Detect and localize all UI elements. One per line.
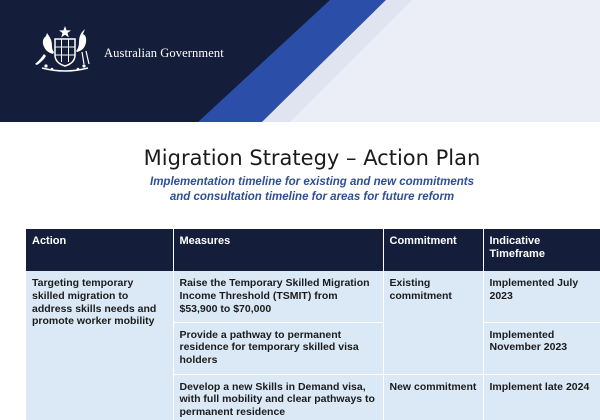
government-name: Australian Government [104, 46, 224, 60]
table-header-row [26, 229, 600, 271]
header-measures: Measures [173, 229, 383, 271]
header-banner [0, 0, 600, 122]
cell-measure: Develop a new Skills in Demand visa, with full mobility and clear pathways to permanent residence [173, 374, 383, 420]
cell-action: Targeting temporary skilled migration to address skills needs and promote worker mobility [26, 271, 173, 420]
subtitle-line-1: Implementation timeline for existing and new commitments [150, 176, 474, 188]
cell-measure: Raise the Temporary Skilled Migration Income Threshold (TSMIT) from $53,900 to $70,000 [173, 271, 383, 322]
cell-commitment: New commitment [383, 374, 483, 420]
cell-timeframe: Implemented July 2023 [483, 271, 600, 322]
subtitle-line-2: and consultation timeline for areas for future reform [169, 191, 455, 203]
cell-commitment: Existing commitment [383, 271, 483, 374]
cell-timeframe: Implement late 2024 [483, 374, 600, 420]
cell-measure: Provide a pathway to permanent residence for temporary skilled visa holders [173, 322, 383, 374]
coat-of-arms-icon [32, 24, 98, 76]
header-commitment: Commitment [383, 229, 483, 271]
header-action: Action [26, 229, 173, 271]
header-timeframe: Indicative Timeframe [483, 229, 600, 271]
table-row [26, 271, 600, 322]
action-plan-table [26, 229, 600, 420]
cell-timeframe: Implemented November 2023 [483, 322, 600, 374]
page-title: Migration Strategy – Action Plan [143, 146, 481, 170]
